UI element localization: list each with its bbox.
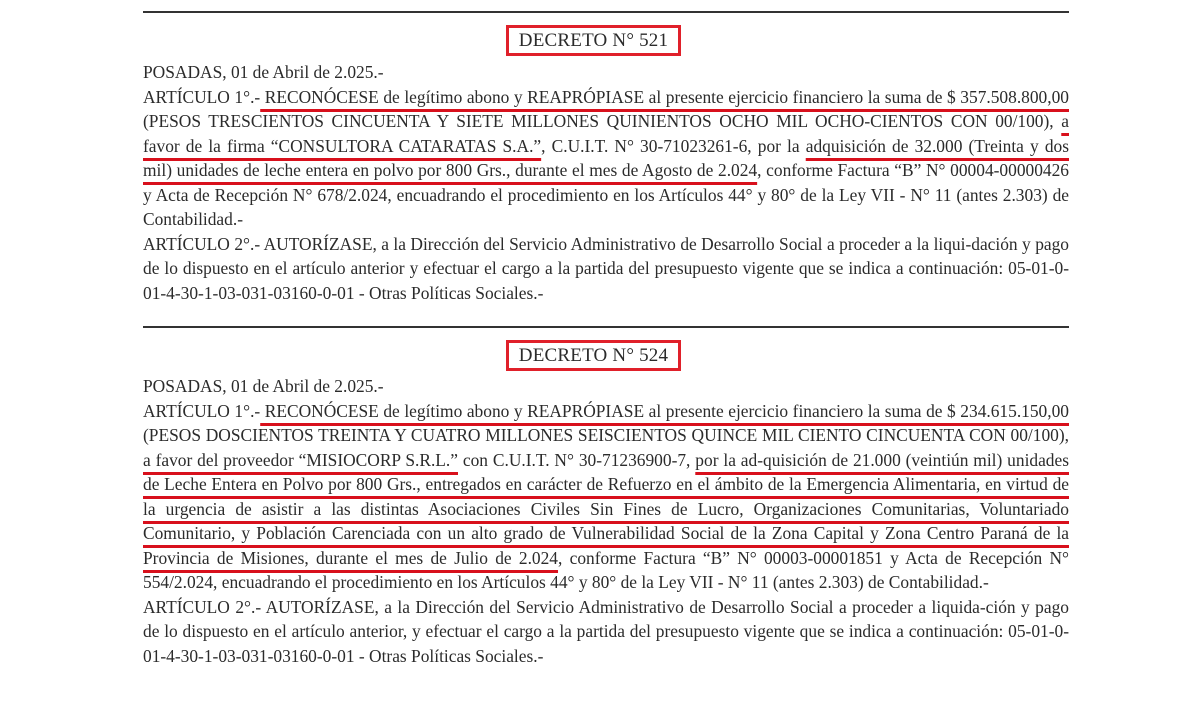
- article-1-lead: ARTÍCULO 1°.-: [143, 86, 261, 107]
- decree-524-article-1: [143, 399, 1069, 595]
- underlined-amount: RECONÓCESE de legítimo abono y REAPRÓPIASE al presente ejercicio financiero la suma de $ 234.615.150,00: [260, 400, 1069, 421]
- decree-521-title: DECRETO N° 521: [506, 25, 681, 56]
- decree-521-title-wrap: [0, 25, 1187, 56]
- middle-divider: [143, 326, 1069, 328]
- decree-524-title: DECRETO N° 524: [506, 340, 681, 371]
- underlined-acquisition: adquisición de 32.000 (Treinta y dos mil) unidades de leche entera en polvo por 800 Grs., durante el mes de Agosto de 2.024: [143, 135, 1069, 180]
- decree-524-article-2: ARTÍCULO 2°.- AUTORÍZASE, a la Dirección del Servicio Administrativo de Desarrollo Social a proceder a liquida-ción y pago de lo dispuesto en el artículo anterior, y efectuar el cargo a la partida del presupuesto vigente que se indica a continuación: 05-01-0-01-4-30-1-03-031-03160-0-01 - Otras Políticas Sociales.-: [143, 596, 1069, 666]
- decree-521-body: [143, 60, 1069, 305]
- decree-524-body: [143, 374, 1069, 668]
- decree-524-place-date: POSADAS, 01 de Abril de 2.025.-: [143, 376, 384, 396]
- decree-524-title-wrap: [0, 340, 1187, 371]
- decree-521-article-2: ARTÍCULO 2°.- AUTORÍZASE, a la Dirección del Servicio Administrativo de Desarrollo Social a proceder a la liqui-dación y pago de lo dispuesto en el artículo anterior y efectuar el cargo a la partida del presupuesto vigente que se indica a continuación: 05-01-0-01-4-30-1-03-031-03160-0-01 - Otras Políticas Sociales.-: [143, 233, 1069, 303]
- underlined-acquisition: por la ad-quisición de 21.000 (veintiún mil) unidades de Leche Entera en Polvo por 800 Grs., entregados en carácter de Refuerzo en el ámbito de la Emergencia Alimentaria, en virtud de la urgencia de asistir a las distintas Asociaciones Civiles Sin Fines de Lucro, Organizaciones Comunitarias, Voluntariado Comunitario, y Población Carenciada con un alto grado de Vulnerabilidad Social de la Zona Capital y Zona Centro Paraná de la Provincia de Misiones, durante el mes de Julio de 2.024: [143, 449, 1069, 568]
- invoice-text: , conforme Factura “B” N° 00004-00000426 y Acta de Recepción N° 678/2.024, encuadrando el procedimiento en los Artículos 44° y 80° de la Ley VII - N° 11 (antes 2.303) de Contabilidad.-: [143, 160, 1069, 229]
- decree-521-place-date: POSADAS, 01 de Abril de 2.025.-: [143, 62, 384, 82]
- article-1-lead: ARTÍCULO 1°.-: [143, 400, 261, 421]
- cuit-text: , C.U.I.T. N° 30-71023261-6, por la: [541, 135, 806, 156]
- underlined-beneficiary: a favor de la firma “CONSULTORA CATARATAS S.A.”: [143, 111, 1069, 156]
- decree-521-article-1: [143, 85, 1069, 232]
- amount-in-words: (PESOS DOSCIENTOS TREINTA Y CUATRO MILLONES SEISCIENTOS QUINCE MIL CIENTO CINCUENTA CON 00/100),: [143, 425, 1069, 445]
- invoice-text: , conforme Factura “B” N° 00003-00001851 y Acta de Recepción N° 554/2.024, encuadrando el procedimiento en los Artículos 44° y 80° de la Ley VII - N° 11 (antes 2.303) de Contabilidad.-: [143, 547, 1069, 592]
- amount-in-words: (PESOS TRESCIENTOS CINCUENTA Y SIETE MILLONES QUINIENTOS OCHO MIL OCHO-CIENTOS CON 00/100),: [143, 111, 1062, 131]
- underlined-beneficiary: a favor del proveedor “MISIOCORP S.R.L.”: [143, 449, 458, 470]
- cuit-text: con C.U.I.T. N° 30-71236900-7,: [458, 449, 696, 470]
- underlined-amount: RECONÓCESE de legítimo abono y REAPRÓPIASE al presente ejercicio financiero la suma de $ 357.508.800,00: [260, 86, 1069, 107]
- top-divider: [143, 11, 1069, 13]
